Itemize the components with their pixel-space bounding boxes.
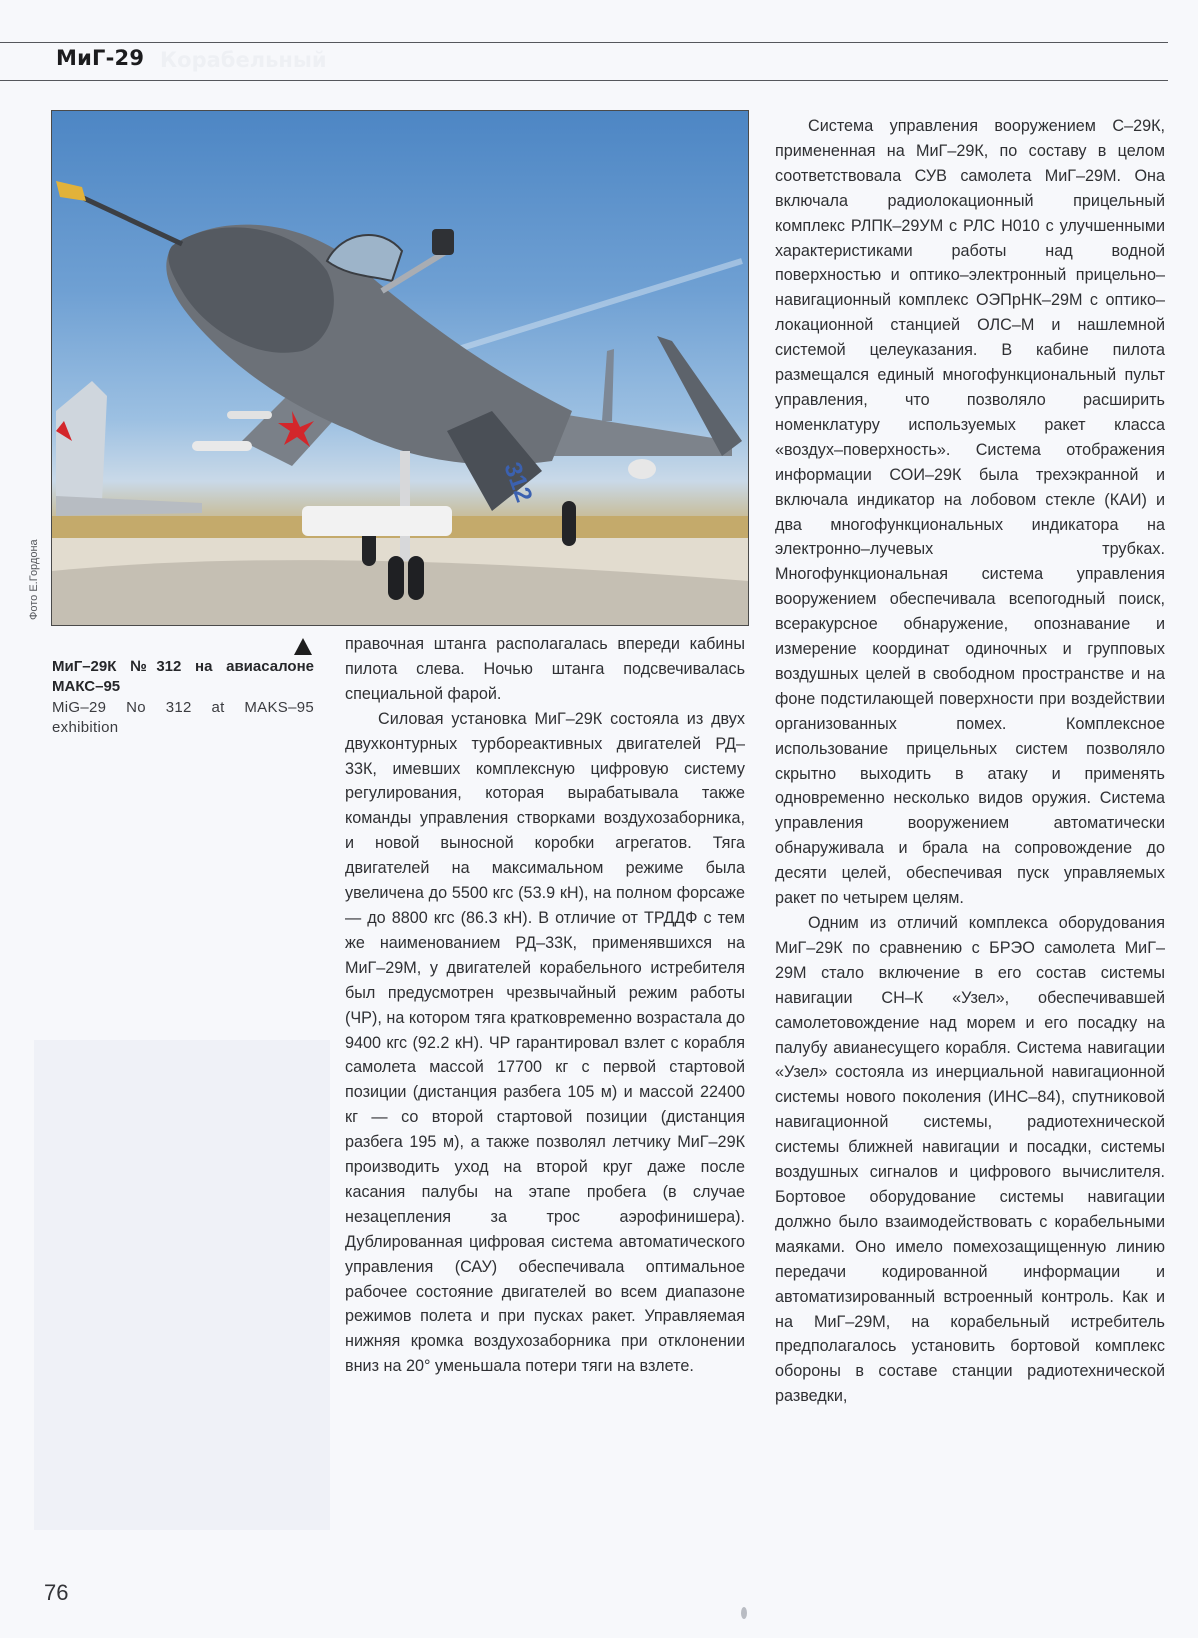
photo-caption-russian: МиГ–29К №312 на авиасалоне МАКС–95: [52, 658, 314, 695]
print-registration-mark: [741, 1607, 747, 1619]
header-rule-bottom: [0, 80, 1168, 81]
paragraph: правочная штанга располагалась впереди кабины пилота слева. Ночью штанга подсвечивалась специальной фарой.: [345, 635, 745, 703]
pitot-tip: [56, 181, 86, 201]
missile-left: [192, 441, 252, 451]
background-aircraft-wing: [56, 496, 202, 516]
aircraft-illustration: [52, 111, 748, 625]
paragraph: Силовая установка МиГ–29К состояла из двух двухконтурных турбореактивных двигателей РД–33К, имевших комплексную цифровую систему регулирования, которая вырабатывала также команды управления створками воздухозаборника, и новой выносной коробки агрегатов. Тяга двигателей на максимальном режиме была увеличена до 5500 кгс (53.9 кН), на полном форсаже — до 8800 кгс (86.3 кН). В отличие от ТРДДФ с тем же наименованием РД–33К, применявшихся на МиГ–29М, у двигателей корабельного истребителя был предусмотрен чрезвычайный режим работы (ЧР), на котором тяга кратковременно возрастала до 9400 кгс (92.2 кН). ЧР гарантировал взлет с корабля самолета массой 17700 кг с первой стартовой позиции (дистанция разбега 105 м) и массой 22400 кг — со второй стартовой позиции (дистанция разбега 195 м), а также позволял летчику МиГ–29К производить уход на второй круг даже после касания палубы на этапе пробега (в случае незацепления за трос аэрофинишера). Дублированная цифровая система автоматического управления (САУ) обеспечивала оптимальное рабочее состояние двигателей во всем диапазоне режимов полета и при пусках ракет. Управляемая нижняя кромка воздухозаборника при отклонении вниз на 20° уменьшала потери тяги на взлете.: [345, 709, 745, 1376]
photo-caption-english: MiG–29 No 312 at MAKS–95 exhibition: [52, 699, 314, 736]
main-wheel-right: [562, 501, 576, 546]
aircraft-photo: [51, 110, 749, 626]
body-column-middle: [345, 632, 745, 1379]
photo-credit: Фото Е.Гордона: [28, 539, 40, 620]
header-rule-top: [0, 42, 1168, 43]
page-number: 76: [44, 1580, 69, 1605]
nose-wheel-right: [408, 556, 424, 600]
paragraph: Одним из отличий комплекса оборудования МиГ–29К по сравнению с БРЭО самолета МиГ–29М стало включение в его состав системы навигации СН–К «Узел», обеспечивавшей самолетовождение над морем и его посадку на палубу авианесущего корабля. Система навигации «Узел» состояла из инерциальной навигационной системы нового поколения (ИНС–84), спутниковой навигационной системы, радиотехнической системы ближней навигации и посадки, системы воздушных сигналов и цифрового вычислителя. Бортовое оборудование системы навигации должно было взаимодействовать с корабельными маяками. Оно имело помехозащищенную линию передачи кодированной информации и автоматизированный встроенный контроль. Как и на МиГ–29М, на корабельный истребитель предполагалось установить бортовой комплекс обороны в составе станции радиотехнической разведки,: [775, 914, 1165, 1406]
running-head-ghost: Корабельный: [160, 48, 327, 72]
missile-left-upper: [227, 411, 272, 419]
vertical-tail-far: [602, 349, 614, 421]
background-aircraft-tail: [56, 381, 107, 506]
paragraph: Система управления вооружением С–29К, примененная на МиГ–29К, по составу в целом соответствовала СУВ самолета МиГ–29М. Она включала радиолокационный прицельный комплекс РЛПК–29УМ с РЛС Н010 с улучшенными характеристиками работы над водной поверхностью и оптико–электронный прицельно–навигационный комплекс ОЭПрНК–29М с оптико–локационной станцией ОЛС–М и нашлемной системой целеуказания. В кабине пилота размещался единый многофункциональный пульт управления, что позволяло расширить номенклатуру используемых ракет класса «воздух–поверхность». Система отображения информации СОИ–29К была трехэкранной и включала индикатор на лобовом стекле (КАИ) и два многофункциональных индикатора на электронно–лучевых трубках. Многофункциональная система управления вооружением обеспечивала всепогодный поиск, всеракурсное обнаружение, опознавание и измерение координат одиночных и групповых воздушных целей в свободном пространстве и на фоне подстилающей поверхности при воздействии организованных помех. Комплексное использование прицельных систем позволяло скрытно выходить в атаку и применять одновременно несколько видов оружия. Система управления вооружением автоматически обнаруживала и брала на сопровождение до десяти целей, обеспечивая пуск управляемых ракет по четырем целям.: [775, 117, 1165, 908]
probe-head: [432, 229, 454, 255]
nose-wheel-left: [388, 556, 404, 600]
vehicle: [302, 506, 452, 536]
running-head-title: МиГ-29: [56, 46, 145, 70]
tail-number: 312: [498, 458, 538, 506]
triangle-up-icon: [294, 638, 312, 655]
contrail: [452, 261, 742, 351]
missile-right: [628, 459, 656, 479]
body-column-right: [775, 114, 1165, 1409]
faded-bleed-through-panel: [34, 1040, 330, 1530]
